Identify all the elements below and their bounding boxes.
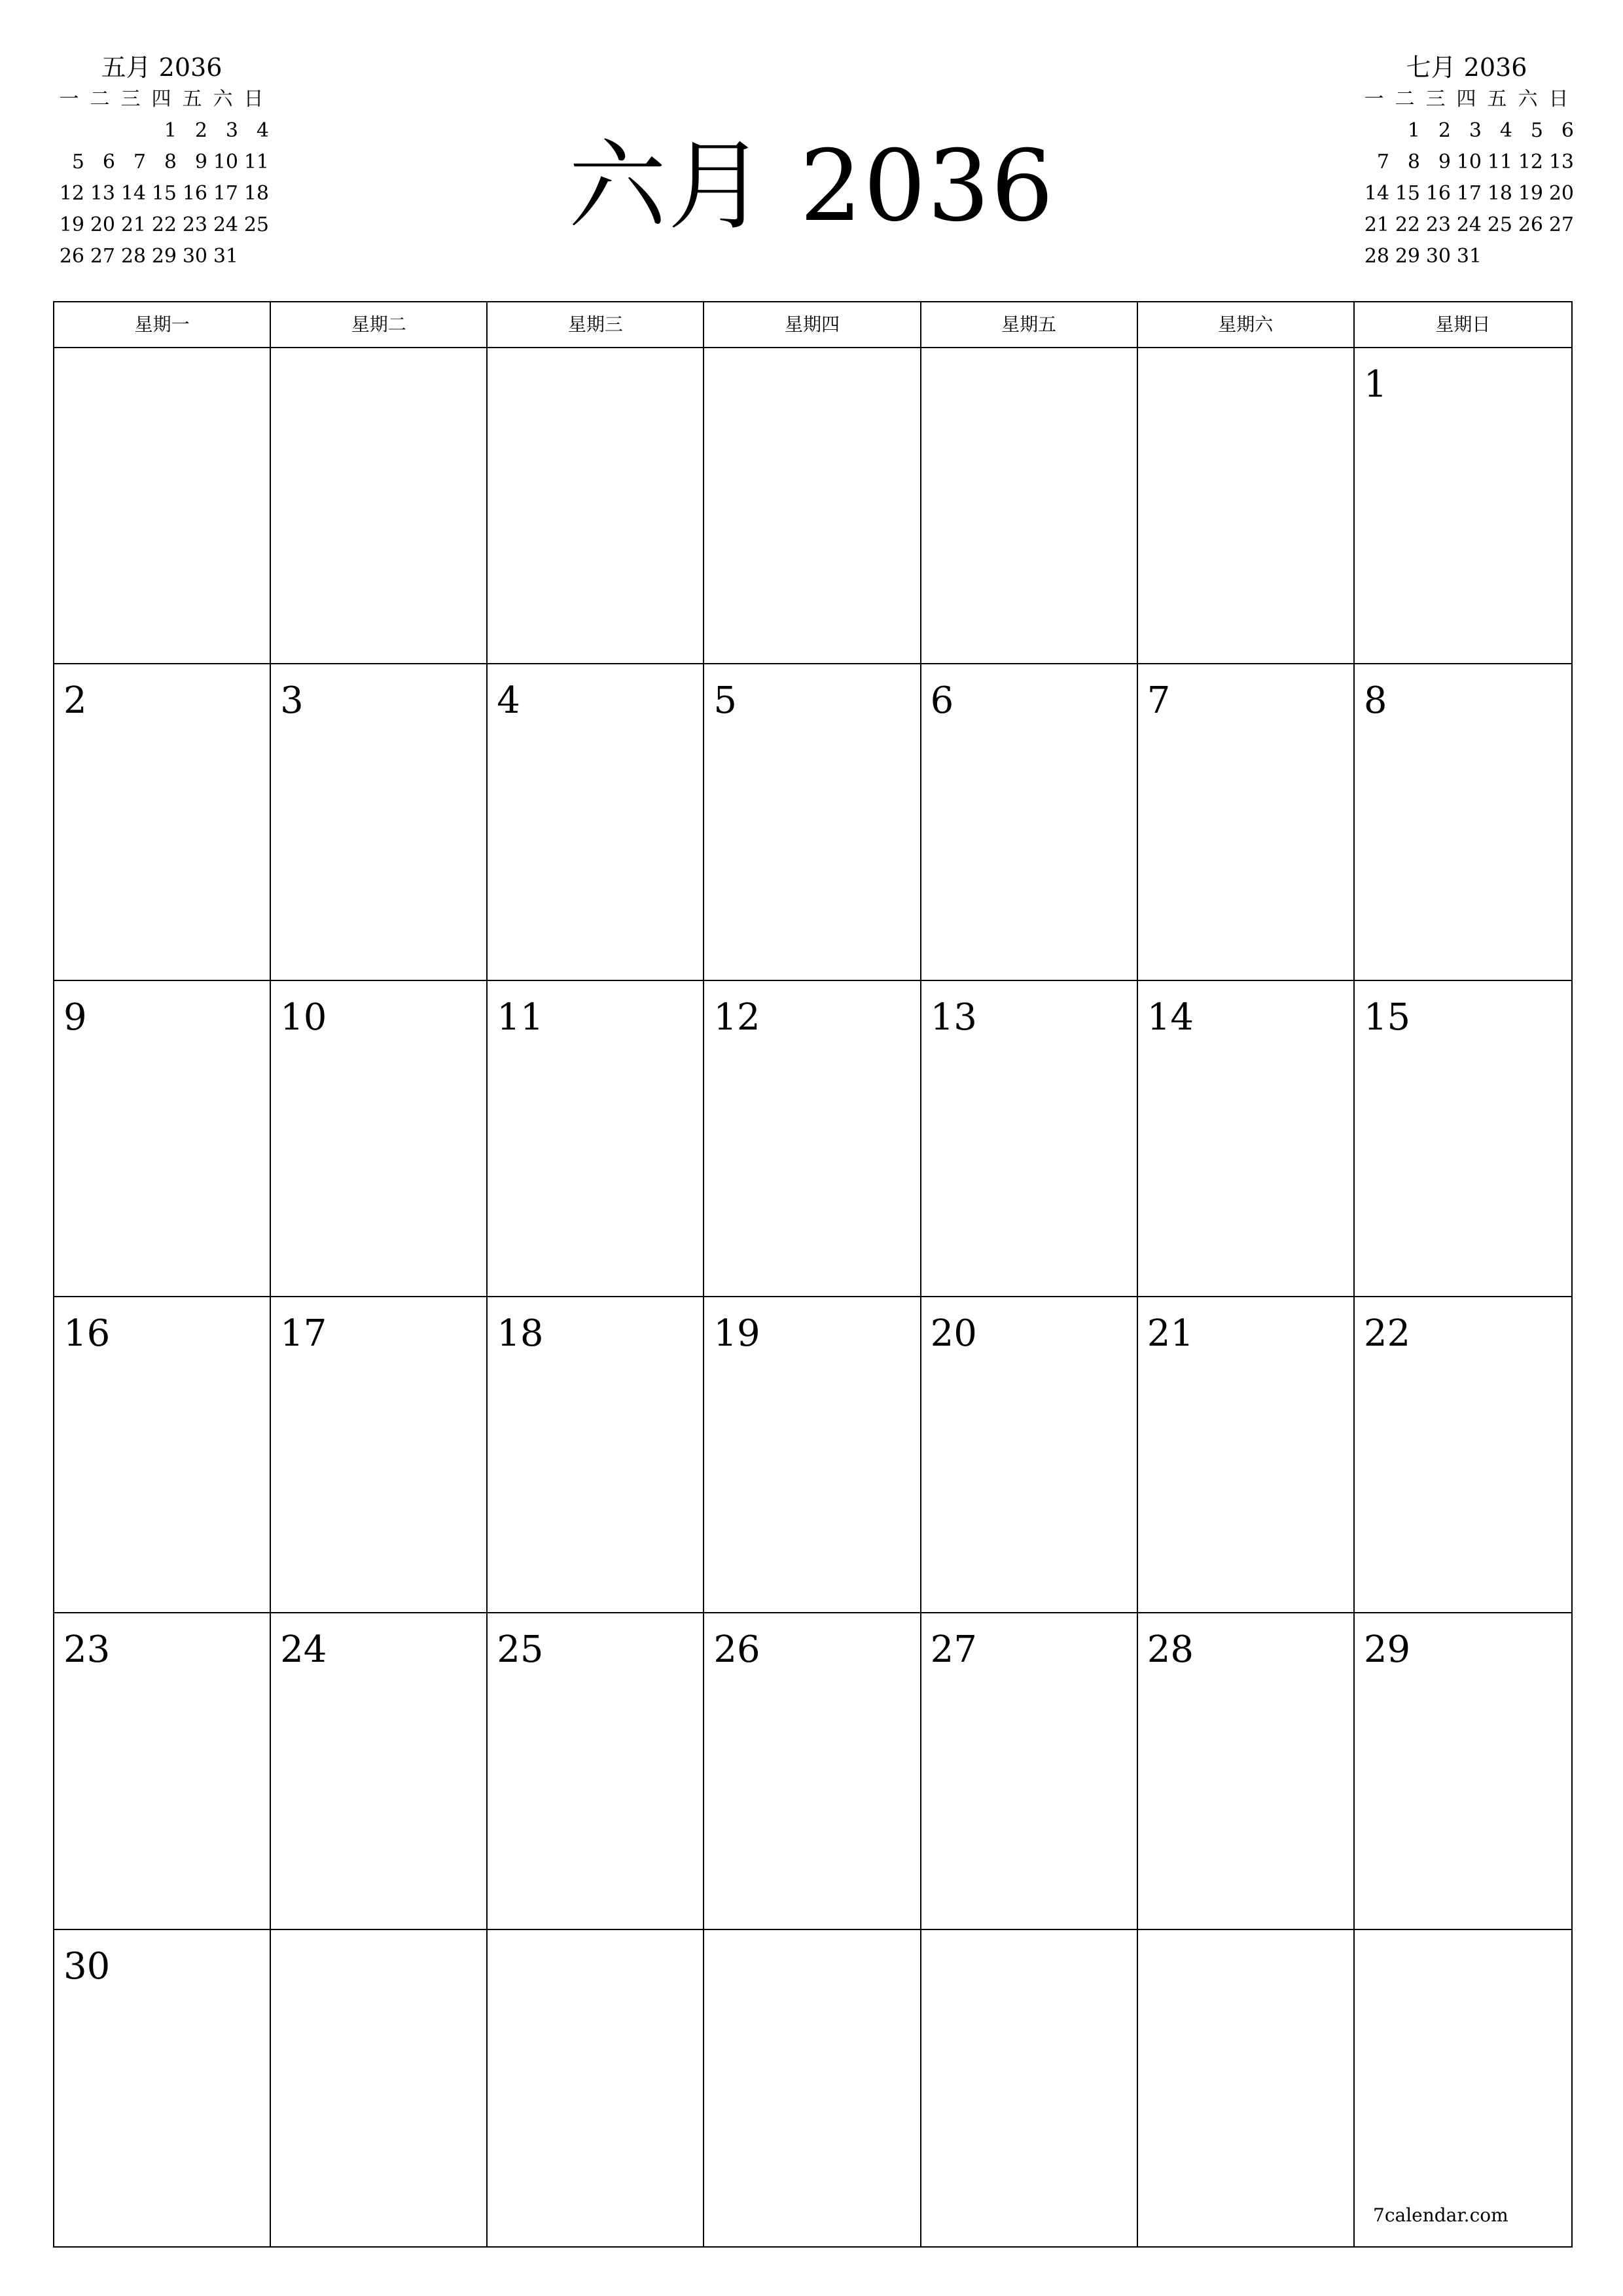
day-cell[interactable]	[1355, 1297, 1571, 1613]
weekday-header: 星期六	[1138, 302, 1355, 348]
prev-month-day: 6	[102, 151, 115, 173]
next-month-grid	[1359, 84, 1575, 272]
day-number: 21	[1147, 1312, 1194, 1355]
day-cell[interactable]	[271, 1930, 488, 2246]
prev-month-day: 1	[164, 119, 177, 142]
day-cell[interactable]	[704, 1613, 921, 1929]
next-month-day: 29	[1395, 245, 1420, 268]
prev-month-day: 29	[151, 245, 177, 268]
day-cell[interactable]	[271, 1613, 488, 1929]
prev-month-day: 21	[120, 213, 146, 236]
next-month-day: 26	[1518, 213, 1543, 236]
prev-month-title: 五月 2036	[101, 53, 223, 82]
next-month-day: 27	[1548, 213, 1574, 236]
day-cell[interactable]	[1138, 1930, 1355, 2246]
day-number: 28	[1147, 1628, 1194, 1672]
next-month-day: 28	[1364, 245, 1389, 268]
day-number: 16	[63, 1312, 111, 1355]
day-cell[interactable]	[1355, 981, 1571, 1297]
day-cell[interactable]	[1138, 1297, 1355, 1613]
day-cell[interactable]	[54, 348, 271, 664]
day-cell[interactable]	[1355, 1930, 1571, 2246]
prev-month-day: 17	[213, 182, 238, 205]
prev-month-weekday-label: 六	[213, 88, 233, 111]
next-month-day: 18	[1487, 182, 1512, 205]
next-month-day: 9	[1438, 151, 1451, 173]
day-cell[interactable]	[921, 981, 1138, 1297]
next-month-weekday-label: 日	[1548, 88, 1569, 111]
next-month-day: 8	[1407, 151, 1420, 173]
prev-month-day: 12	[59, 182, 84, 205]
prev-month-day: 16	[182, 182, 207, 205]
day-number: 8	[1363, 679, 1387, 723]
next-month-day: 12	[1518, 151, 1543, 173]
day-number: 30	[63, 1945, 111, 1988]
day-cell[interactable]	[921, 1613, 1138, 1929]
day-number: 7	[1147, 679, 1171, 723]
day-number: 18	[497, 1312, 544, 1355]
next-month-day: 23	[1425, 213, 1451, 236]
day-cell[interactable]	[1138, 664, 1355, 980]
prev-month-day: 4	[256, 119, 269, 142]
day-cell[interactable]	[54, 981, 271, 1297]
weekday-header: 星期二	[271, 302, 488, 348]
day-cell[interactable]	[488, 981, 704, 1297]
day-cell[interactable]	[488, 1930, 704, 2246]
day-cell[interactable]	[1355, 664, 1571, 980]
day-cell[interactable]	[921, 664, 1138, 980]
day-number: 2	[63, 679, 87, 723]
day-cell[interactable]	[54, 1297, 271, 1613]
day-number: 3	[280, 679, 304, 723]
prev-month-day: 18	[243, 182, 269, 205]
day-number: 20	[930, 1312, 977, 1355]
prev-month-day: 7	[133, 151, 146, 173]
next-month-day: 21	[1364, 213, 1389, 236]
next-month-day: 5	[1530, 119, 1543, 142]
day-cell[interactable]	[488, 348, 704, 664]
day-number: 24	[280, 1628, 327, 1672]
day-cell[interactable]	[271, 1297, 488, 1613]
prev-month-weekday-label: 四	[151, 88, 171, 111]
prev-month-day: 20	[90, 213, 115, 236]
prev-month-day: 26	[59, 245, 84, 268]
next-month-day: 6	[1561, 119, 1574, 142]
day-cell[interactable]	[271, 348, 488, 664]
day-number: 17	[280, 1312, 327, 1355]
day-number: 22	[1363, 1312, 1411, 1355]
prev-month-day: 3	[225, 119, 238, 142]
day-number: 15	[1363, 996, 1411, 1039]
day-number: 13	[930, 996, 977, 1039]
next-month-weekday-label: 四	[1456, 88, 1476, 111]
day-cell[interactable]	[704, 348, 921, 664]
day-number: 23	[63, 1628, 111, 1672]
next-month-day: 1	[1407, 119, 1420, 142]
day-number: 27	[930, 1628, 977, 1672]
next-month-day	[1543, 241, 1574, 272]
weekday-header: 星期五	[921, 302, 1138, 348]
day-cell[interactable]	[271, 664, 488, 980]
day-cell[interactable]	[704, 664, 921, 980]
day-number: 14	[1147, 996, 1194, 1039]
prev-month-day	[238, 241, 269, 272]
day-cell[interactable]	[54, 1613, 271, 1929]
next-month-day: 14	[1364, 182, 1389, 205]
prev-month-weekday-label: 五	[182, 88, 202, 111]
prev-month-weekday-label: 一	[59, 88, 79, 111]
next-month-day: 2	[1438, 119, 1451, 142]
prev-month-day: 2	[194, 119, 207, 142]
next-month-day: 24	[1456, 213, 1482, 236]
day-cell[interactable]	[488, 1613, 704, 1929]
next-month-day: 11	[1487, 151, 1512, 173]
prev-month-day: 10	[213, 151, 238, 173]
next-month-day: 30	[1425, 245, 1451, 268]
day-number: 11	[497, 996, 544, 1039]
day-cell[interactable]	[921, 348, 1138, 664]
weekday-header: 星期一	[54, 302, 271, 348]
month-grid	[53, 301, 1573, 2248]
next-month-day	[1359, 115, 1389, 147]
next-month-day: 3	[1469, 119, 1482, 142]
prev-month-day: 8	[164, 151, 177, 173]
day-cell[interactable]	[271, 981, 488, 1297]
next-month-day	[1512, 241, 1543, 272]
day-cell[interactable]	[1138, 1613, 1355, 1929]
next-month-day: 16	[1425, 182, 1451, 205]
prev-month-weekday-label: 日	[243, 88, 264, 111]
prev-month-day: 11	[243, 151, 269, 173]
next-month-day: 7	[1376, 151, 1389, 173]
prev-month-weekday-label: 二	[90, 88, 110, 111]
day-cell[interactable]	[54, 1930, 271, 2246]
next-month-day: 17	[1456, 182, 1482, 205]
prev-month-weekday-label: 三	[120, 88, 141, 111]
next-month-weekday-label: 五	[1487, 88, 1507, 111]
next-month-day: 19	[1518, 182, 1543, 205]
day-cell[interactable]	[54, 664, 271, 980]
next-month-day: 13	[1548, 151, 1574, 173]
brand-watermark: 7calendar.com	[1373, 2204, 1508, 2226]
day-number: 29	[1363, 1628, 1411, 1672]
day-number: 1	[1363, 363, 1387, 406]
day-number: 25	[497, 1628, 544, 1672]
day-number: 12	[713, 996, 760, 1039]
prev-month-day: 19	[59, 213, 84, 236]
prev-month-day: 22	[151, 213, 177, 236]
next-month-title: 七月 2036	[1406, 53, 1527, 82]
prev-month-day: 15	[151, 182, 177, 205]
next-month-day: 20	[1548, 182, 1574, 205]
next-month-weekday-label: 三	[1425, 88, 1446, 111]
next-month-mini-calendar	[1359, 51, 1575, 272]
day-cell[interactable]	[704, 1930, 921, 2246]
prev-month-day: 30	[182, 245, 207, 268]
next-month-day: 22	[1395, 213, 1420, 236]
day-number: 6	[930, 679, 954, 723]
day-number: 19	[713, 1312, 760, 1355]
page-title: 六月 2036	[568, 130, 1055, 243]
day-number: 10	[280, 996, 327, 1039]
day-cell[interactable]	[488, 664, 704, 980]
prev-month-day: 14	[120, 182, 146, 205]
day-number: 5	[713, 679, 738, 723]
day-cell[interactable]	[704, 981, 921, 1297]
day-cell[interactable]	[488, 1297, 704, 1613]
prev-month-day: 23	[182, 213, 207, 236]
prev-month-day: 13	[90, 182, 115, 205]
weekday-header: 星期日	[1355, 302, 1571, 348]
day-cell[interactable]	[921, 1297, 1138, 1613]
next-month-day	[1482, 241, 1512, 272]
day-cell[interactable]	[1355, 348, 1571, 664]
next-month-weekday-label: 二	[1395, 88, 1415, 111]
next-month-weekday-label: 一	[1364, 88, 1384, 111]
prev-month-day: 5	[71, 151, 84, 173]
weekday-header: 星期四	[704, 302, 921, 348]
day-number: 26	[713, 1628, 760, 1672]
next-month-day: 31	[1456, 245, 1482, 268]
prev-month-day: 27	[90, 245, 115, 268]
prev-month-day: 25	[243, 213, 269, 236]
prev-month-day: 28	[120, 245, 146, 268]
day-cell[interactable]	[1138, 981, 1355, 1297]
weekday-header: 星期三	[488, 302, 704, 348]
day-cell[interactable]	[1138, 348, 1355, 664]
day-number: 9	[63, 996, 87, 1039]
next-month-day: 10	[1456, 151, 1482, 173]
prev-month-day: 24	[213, 213, 238, 236]
day-number: 4	[497, 679, 520, 723]
prev-month-day: 9	[194, 151, 207, 173]
next-month-day: 25	[1487, 213, 1512, 236]
next-month-weekday-label: 六	[1518, 88, 1538, 111]
day-cell[interactable]	[704, 1297, 921, 1613]
day-cell[interactable]	[1355, 1613, 1571, 1929]
prev-month-day: 31	[213, 245, 238, 268]
next-month-day: 15	[1395, 182, 1420, 205]
day-cell[interactable]	[921, 1930, 1138, 2246]
next-month-day: 4	[1499, 119, 1512, 142]
